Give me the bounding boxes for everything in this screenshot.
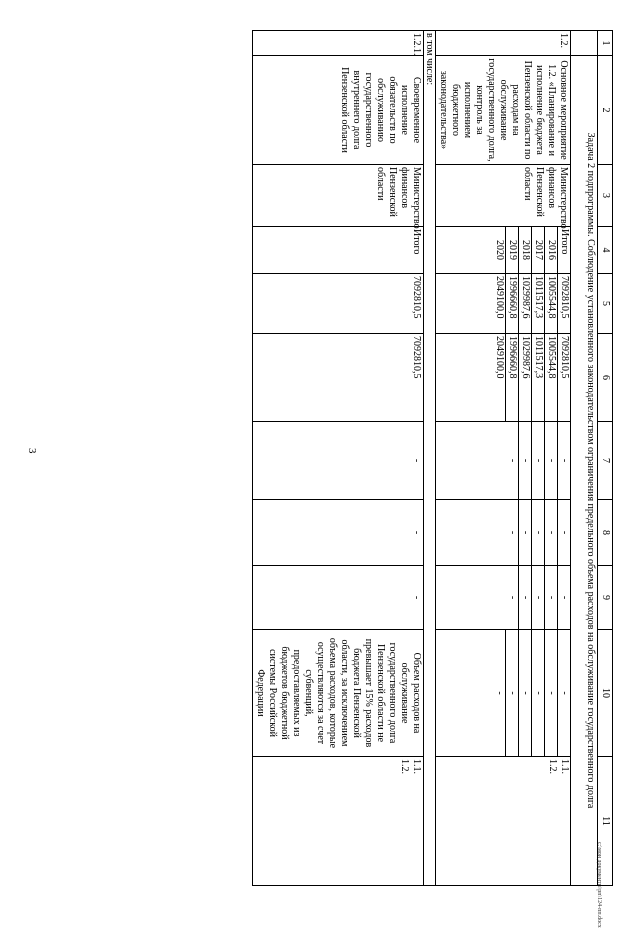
- executor: Министерство финансов Пензенской области: [253, 165, 424, 227]
- page-number: 3: [26, 448, 38, 454]
- regional-cell: [436, 334, 571, 422]
- years-cell: [436, 227, 571, 274]
- value: -: [558, 422, 571, 499]
- indicator-ref: 1.1.: [411, 759, 422, 774]
- value: -: [506, 630, 519, 756]
- including-label: в том числе:: [424, 31, 436, 886]
- col-number: 2: [598, 56, 613, 165]
- value: 1011517,3: [532, 274, 545, 333]
- col10-cell: [436, 630, 571, 757]
- measure-name: Основное мероприятие 1.2. «Планирование и исполнение бюджета Пензенской области по расходам на обслуживание государственного долга, контроль за исполнением бюджетного законодательства»: [436, 56, 571, 165]
- executor: Министерство финансов Пензенской области: [436, 165, 571, 227]
- col11-cell: [436, 757, 571, 886]
- year: Итого: [253, 227, 424, 274]
- value: -: [532, 566, 545, 629]
- task-row: [571, 31, 598, 886]
- col11-cell: [253, 757, 424, 886]
- col-number: 5: [598, 274, 613, 334]
- value: -: [545, 500, 558, 565]
- value: 2049100,0: [494, 276, 505, 319]
- indicator-ref: 1.1.: [559, 759, 570, 774]
- year: 2016: [545, 227, 558, 273]
- value: -: [519, 566, 532, 629]
- indicator-ref: 1.2.: [547, 759, 558, 774]
- table-row: [253, 31, 424, 886]
- value: -: [519, 422, 532, 499]
- indicator-description: Объем расходов на обслуживание государственного долга Пензенской области не превышает 15% расходов бюджета Пензенской области, за исключением объема расходов, которые осуществляются за счет субвенций, предоставляемых из бюджетов бюджетной системы Российской Федерации: [253, 630, 424, 757]
- value: 1029987,6: [519, 334, 532, 421]
- col9-cell: [436, 566, 571, 630]
- value: 7092810,5: [253, 274, 424, 334]
- value: -: [558, 566, 571, 629]
- value: -: [519, 500, 532, 565]
- col-number: 9: [598, 566, 613, 630]
- year: 2020: [494, 240, 505, 260]
- value: 7092810,5: [558, 334, 571, 421]
- year: 2018: [519, 227, 532, 273]
- year: 2017: [532, 227, 545, 273]
- value: 7092810,5: [558, 274, 571, 333]
- row-number: 1.2.: [436, 31, 571, 56]
- row-number: 1.2.1.: [253, 31, 424, 56]
- task-title: Задача 2 подпрограммы. Соблюдение установленного законодательством ограничения предельного объема расходов на обслуживание государственного долга: [571, 56, 598, 886]
- value: 2049100,0: [494, 336, 505, 379]
- col-number: 3: [598, 165, 613, 227]
- col-number: 11: [598, 757, 613, 886]
- value: -: [558, 500, 571, 565]
- program-table: [95, 30, 613, 885]
- value: 1005544,8: [545, 334, 558, 421]
- value: -: [253, 500, 424, 566]
- value: -: [507, 530, 518, 535]
- column-number-row: [598, 31, 613, 886]
- value: 7092810,5: [253, 334, 424, 422]
- measure-name: Своевременное исполнение обязательств по обслуживанию государственного внутреннего долга Пензенской области: [253, 56, 424, 165]
- value: -: [532, 500, 545, 565]
- value: -: [507, 458, 518, 463]
- value: -: [519, 630, 532, 756]
- col8-cell: [436, 500, 571, 566]
- value: -: [545, 422, 558, 499]
- value: -: [532, 630, 545, 756]
- col-number: 7: [598, 422, 613, 500]
- col-number: 6: [598, 334, 613, 422]
- value: -: [558, 630, 571, 756]
- value: 1029987,6: [519, 274, 532, 333]
- table-row: [436, 31, 571, 886]
- year: 2019: [506, 227, 519, 273]
- indicator-ref: 1.2.: [399, 759, 410, 774]
- col-number: 4: [598, 227, 613, 274]
- value: 1996660,8: [506, 274, 519, 333]
- including-row: [424, 31, 436, 886]
- col7-cell: [436, 422, 571, 500]
- value: -: [545, 630, 558, 756]
- value: 1011517,3: [532, 334, 545, 421]
- col-number: 10: [598, 630, 613, 757]
- value: -: [545, 566, 558, 629]
- year: Итого: [558, 227, 571, 273]
- total-cell: [436, 274, 571, 334]
- value: -: [253, 566, 424, 630]
- value: 1996660,8: [506, 334, 519, 421]
- file-path: c:\мои документы\рп\124-пп.docx: [596, 842, 602, 928]
- value: -: [253, 422, 424, 500]
- col-number: 8: [598, 500, 613, 566]
- value: 1005544,8: [545, 274, 558, 333]
- col-number: 1: [598, 31, 613, 56]
- value: -: [494, 691, 505, 695]
- value: -: [532, 422, 545, 499]
- value: -: [507, 595, 518, 600]
